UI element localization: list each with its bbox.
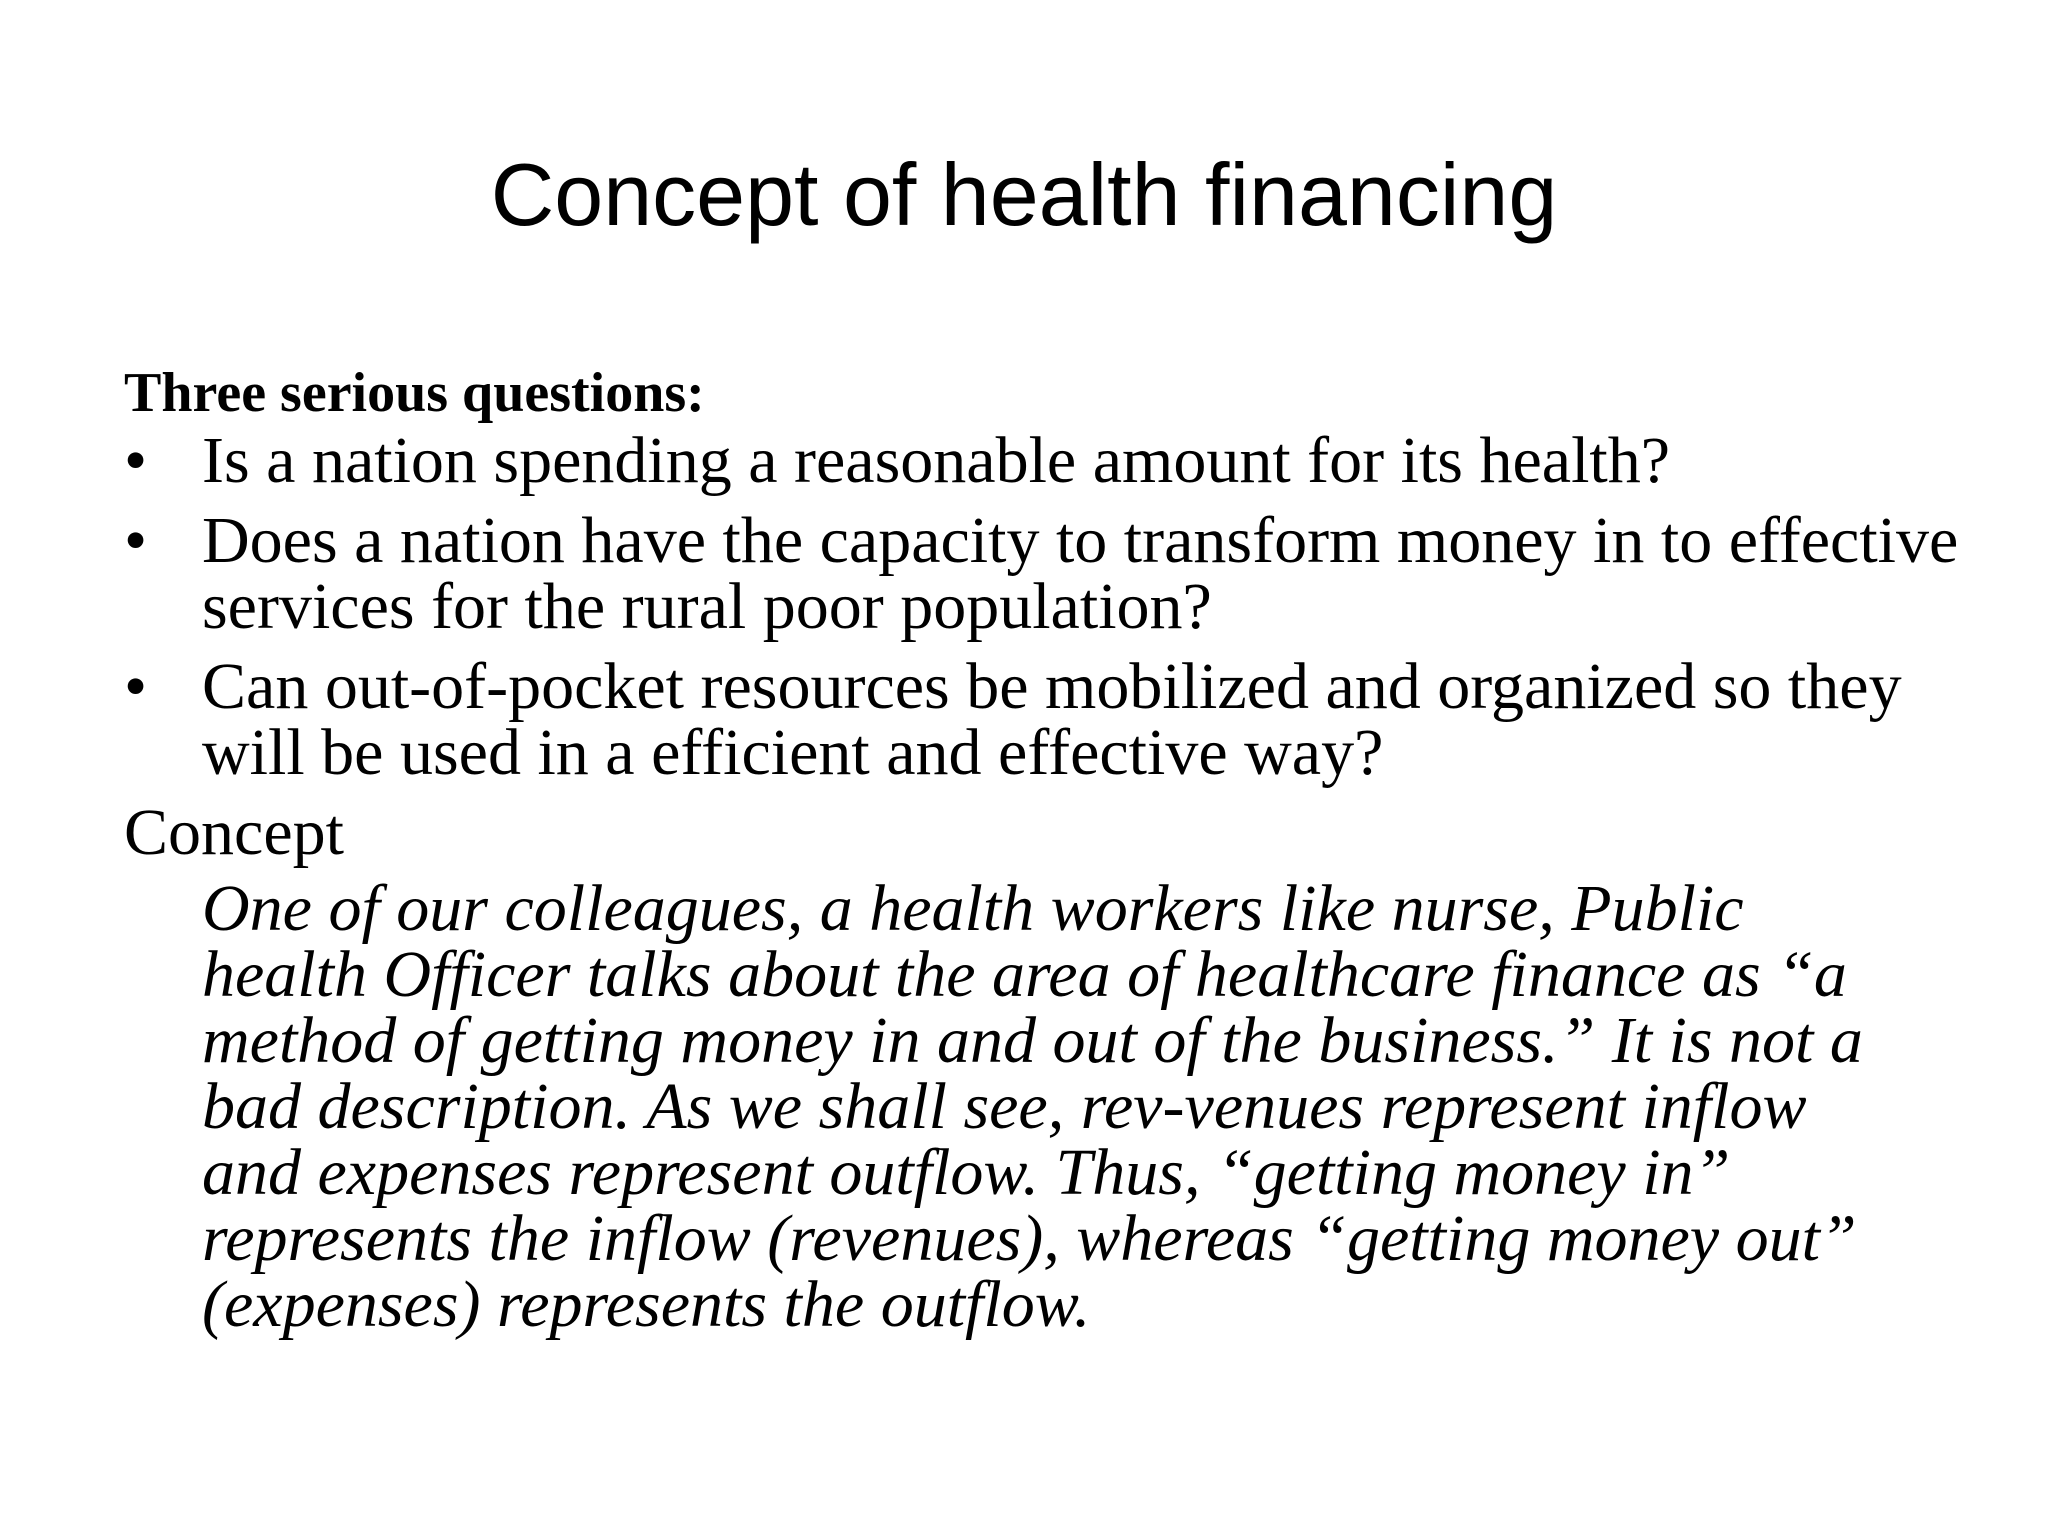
bullet-icon: • [124,650,148,723]
question-text-2: Does a nation have the capacity to transform money in to effective services for the rural poor population? [202,504,1959,643]
quote-line: (expenses) represents the outflow. [202,1268,1091,1341]
quote-line: One of our colleagues, a health workers like nurse, Public [202,872,1744,945]
questions-heading: Three serious questions: [124,362,705,424]
quote-line: method of getting money in and out of the business.” It is not a [202,1004,1863,1077]
question-text-1: Is a nation spending a reasonable amount for its health? [202,424,1671,497]
quote-line: and expenses represent outflow. Thus, “getting money in” [202,1136,1731,1209]
quote-line: health Officer talks about the area of healthcare finance as “a [202,938,1847,1011]
bullet-icon: • [124,504,148,577]
slide-body [124,360,2004,1341]
concept-quote [124,872,2004,1341]
slide-title: Concept of health financing [490,145,1558,244]
question-item-2 [124,504,2004,643]
question-text-3: Can out-of-pocket resources be mobilized and organized so they will be used in a efficient and effective way? [202,650,1902,789]
questions-list [124,424,2004,789]
quote-line: represents the inflow (revenues), whereas “getting money out” [202,1202,1857,1275]
bullet-icon: • [124,424,148,497]
quote-line: bad description. As we shall see, rev-venues represent inflow [202,1070,1807,1143]
concept-label: Concept [124,796,344,869]
question-item-1 [124,424,2004,497]
question-item-3 [124,650,2004,789]
